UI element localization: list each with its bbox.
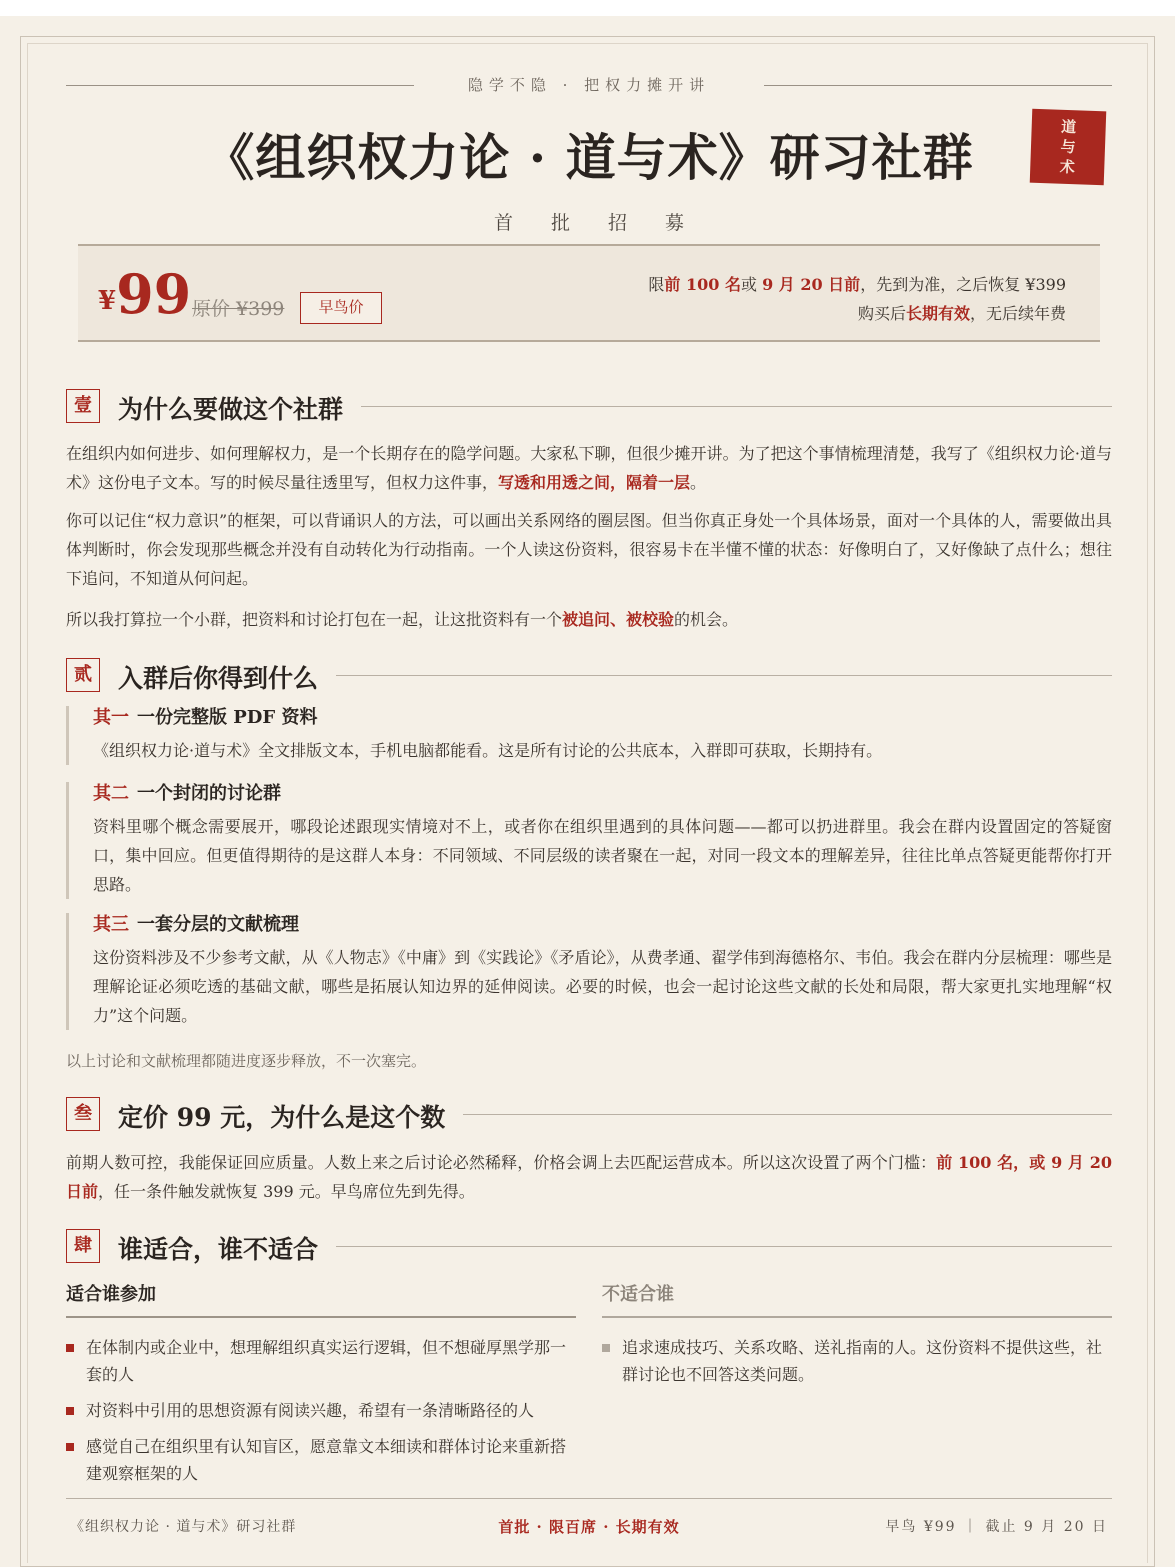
fit-title: 适合谁参加: [66, 1280, 576, 1318]
note-text: ，无后续年费: [969, 304, 1066, 323]
note-text: 购买后: [857, 304, 906, 323]
seal-char: 道: [1060, 117, 1077, 137]
unfit-column: [602, 1280, 1112, 1397]
benefit-title-text: 一个封闭的讨论群: [137, 783, 281, 804]
para-highlight: 被追问、被校验: [562, 610, 675, 629]
benefit-item: [66, 706, 1112, 765]
original-price: 原价 ¥399: [192, 298, 285, 320]
para-text: 前期人数可控，我能保证回应质量。人数上来之后讨论必然稀释，价格会调上去匹配运营成本。所以这次设置了两个门槛：: [66, 1153, 937, 1172]
benefit-item: [66, 782, 1112, 899]
footer-right: 早鸟 ¥99 ｜ 截止 9 月 20 日: [885, 1519, 1108, 1535]
note-highlight: 前 100 名: [664, 275, 741, 294]
para-text: ，任一条件触发就恢复 399 元。早鸟席位先到先得。: [98, 1182, 475, 1201]
benefit-title-text: 一份完整版 PDF 资料: [137, 707, 318, 728]
benefit-body: 这份资料涉及不少参考文献，从《人物志》《中庸》到《实践论》《矛盾论》，从费孝通、翟学伟到海德格尔、韦伯。我会在群内分层梳理：哪些是理解论证必须吃透的基础文献，哪些是拓展认知边界的延伸阅读。必要的时候，也会一起讨论这些文献的长处和局限，帮大家更扎实地理解“权力”这个问题。: [93, 948, 1112, 1025]
section-number: 贰: [66, 658, 100, 692]
page-title: 《组织权力论 · 道与术》研习社群: [204, 128, 974, 187]
section-2-heading: [66, 658, 1112, 692]
price-note-line-2: [648, 299, 1066, 328]
section-title: 为什么要做这个社群: [118, 390, 361, 426]
benefit-tag: 其二: [93, 783, 129, 804]
list-item: [602, 1334, 1112, 1388]
price-current: [98, 262, 191, 326]
section-1-paragraph-3: [66, 605, 1112, 634]
price-note: [648, 270, 1066, 328]
subtitle: 首批招募: [493, 212, 722, 234]
footer-rule: [66, 1498, 1112, 1499]
fit-list: [66, 1334, 576, 1487]
page: [0, 16, 1175, 1567]
section-title: 定价 99 元，为什么是这个数: [118, 1098, 463, 1134]
benefit-title: [93, 706, 1112, 730]
para-text: 。: [690, 473, 707, 492]
section-1-paragraph-1: [66, 439, 1112, 497]
benefit-tag: 其一: [93, 707, 129, 728]
seal-stamp: [1030, 109, 1107, 186]
list-item-text: 对资料中引用的思想资源有阅读兴趣，希望有一条清晰路径的人: [86, 1401, 535, 1420]
seal-char: 与: [1060, 137, 1076, 157]
unfit-list: [602, 1334, 1112, 1388]
para-highlight: 写透和用透之间，隔着一层: [498, 473, 691, 492]
note-text: 限: [648, 275, 665, 294]
fit-column: [66, 1280, 576, 1496]
section-3-heading: [66, 1097, 1112, 1131]
list-item-text: 感觉自己在组织里有认知盲区，愿意靠文本细读和群体讨论来重新搭建观察框架的人: [86, 1437, 567, 1483]
section-number: 肆: [66, 1229, 100, 1263]
benefit-title-text: 一套分层的文献梳理: [137, 914, 299, 935]
note-highlight: 9 月 20 日前: [762, 275, 861, 294]
unfit-title: 不适合谁: [602, 1280, 1112, 1318]
early-bird-badge: 早鸟价: [300, 292, 382, 324]
price-note-line-1: [648, 270, 1066, 299]
benefit-tag: 其三: [93, 914, 129, 935]
para-text: 所以我打算拉一个小群，把资料和讨论打包在一起，让这批资料有一个: [66, 610, 563, 629]
note-highlight: 长期有效: [905, 304, 970, 323]
bullet-square-icon: [66, 1344, 74, 1352]
note-text: 或: [740, 275, 763, 294]
para-text: 的机会。: [674, 610, 739, 629]
section-1-heading: [66, 389, 1112, 423]
para-highlight: 前 100 名，或 9 月 20 日前: [66, 1153, 1112, 1201]
bullet-square-icon: [66, 1443, 74, 1451]
benefit-body: 资料里哪个概念需要展开，哪段论述跟现实情境对不上，或者你在组织里遇到的具体问题——都可以扔进群里。我会在群内设置固定的答疑窗口，集中回应。但更值得期待的是这群人本身：不同领域、不同层级的读者聚在一起，对同一段文本的理解差异，往往比单点答疑更能帮你打开思路。: [93, 817, 1112, 894]
list-item: [66, 1433, 576, 1487]
section-number: 叁: [66, 1097, 100, 1131]
benefit-title: [93, 913, 1112, 937]
release-note: 以上讨论和文献梳理都随进度逐步释放，不一次塞完。: [66, 1052, 427, 1070]
kicker-text: 隐学不隐 · 把权力摊开讲: [467, 76, 711, 94]
benefit-item: [66, 913, 1112, 1030]
list-item-text: 在体制内或企业中，想理解组织真实运行逻辑，但不想碰厚黑学那一套的人: [86, 1338, 567, 1384]
footer-center: 首批 · 限百席 · 长期有效: [498, 1518, 680, 1536]
currency-symbol: ¥: [98, 286, 117, 316]
bullet-square-icon: [66, 1407, 74, 1415]
footer-left: 《组织权力论 · 道与术》研习社群: [70, 1519, 297, 1535]
note-text: ，先到为准，之后恢复 ¥399: [860, 275, 1066, 294]
list-item: [66, 1397, 576, 1424]
benefit-body: 《组织权力论·道与术》全文排版文本，手机电脑都能看。这是所有讨论的公共底本，入群即可获取，长期持有。: [93, 741, 883, 760]
section-3-paragraph: [66, 1148, 1112, 1206]
price-value: 99: [116, 262, 192, 326]
bullet-square-icon: [602, 1344, 610, 1352]
section-title: 谁适合，谁不适合: [118, 1230, 336, 1266]
price-box: [78, 244, 1100, 342]
seal-char: 术: [1059, 157, 1076, 177]
list-item-text: 追求速成技巧、关系攻略、送礼指南的人。这份资料不提供这些，社群讨论也不回答这类问题。: [622, 1338, 1103, 1384]
para-text: 在组织内如何进步、如何理解权力，是一个长期存在的隐学问题。大家私下聊，但很少摊开讲。为了把这个事情梳理清楚，我写了《组织权力论·道与术》这份电子文本。写的时候尽量往透里写，但权力这件事，: [66, 444, 1112, 492]
kicker: [66, 74, 1112, 96]
benefit-title: [93, 782, 1112, 806]
section-4-heading: [66, 1229, 1112, 1263]
section-title: 入群后你得到什么: [118, 659, 336, 695]
section-number: 壹: [66, 389, 100, 423]
list-item: [66, 1334, 576, 1388]
section-1-paragraph-2: 你可以记住“权力意识”的框架，可以背诵识人的方法，可以画出关系网络的圈层图。但当你真正身处一个具体场景，面对一个具体的人，需要做出具体判断时，你会发现那些概念并没有自动转化为行动指南。一个人读这份资料，很容易卡在半懂不懂的状态：好像明白了，又好像缺了点什么；想往下追问，不知道从何问起。: [66, 511, 1112, 588]
